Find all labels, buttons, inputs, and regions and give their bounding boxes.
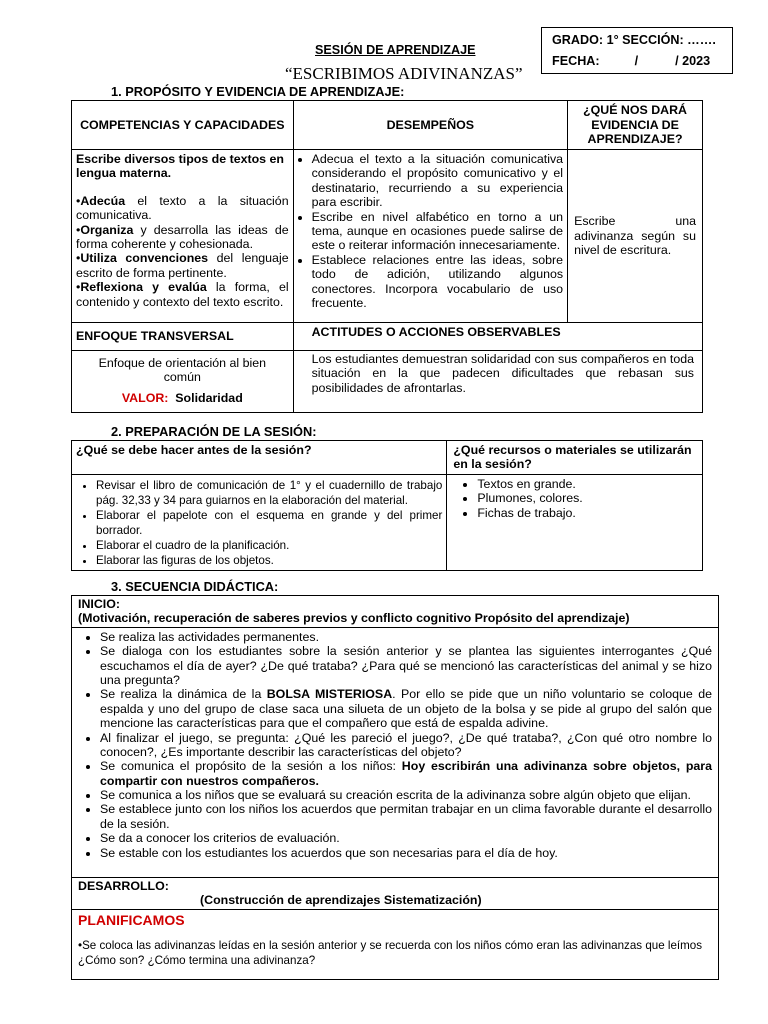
inicio-subtitle: (Motivación, recuperación de saberes previos y conflicto cognitivo Propósito del aprendizaje): [78, 611, 630, 626]
desempeno-item: • Adecua el texto a la situación comunicativa considerando el propósito comunicativo y el destinatario, recurriendo a su experiencia para escribir.: [312, 152, 563, 210]
desempeno-item: • Establece relaciones entre las ideas, sobre todo de adición, utilizando algunos conectores. Incorpora vocabulario de uso frecuente.: [312, 253, 563, 311]
enfoque-text: Enfoque de orientación al bien común: [98, 356, 266, 385]
inicio-item: • Al finalizar el juego, se pregunta: ¿Qué les pareció el juego?, ¿De qué trataba?, ¿Con qué otro nombre lo conocen?, ¿Es importante describir las características del objeto?: [100, 731, 712, 760]
valor-line: [90, 391, 275, 405]
capacidad-item: •Organiza y desarrolla las ideas de forma coherente y cohesionada.: [76, 222, 289, 251]
section2-title: 2. PREPARACIÓN DE LA SESIÓN:: [111, 424, 317, 439]
grade-date-box: [541, 27, 733, 74]
inicio-item: • Se dialoga con los estudiantes sobre la sesión anterior y se plantea las siguientes interrogantes ¿Qué escuchamos el día de ayer? ¿De qué trataba? ¿Para qué se mencionó las características del animal y se hizo una pregunta?: [100, 644, 712, 687]
competencias-cell: [72, 150, 294, 323]
antes-cell: [72, 474, 447, 570]
sequence-table: [71, 595, 719, 980]
inicio-item: • Se realiza la dinámica de la BOLSA MISTERIOSA. Por ello se pide que un niño voluntario se coloque de espalda y uno del grupo de clase saca una silueta de un objeto de la bolsa y se pide al grupo del salón que mencione las características para que el compañero que está de espalda adivine.: [100, 687, 712, 730]
desarrollo-header: [72, 877, 719, 909]
fecha-line: [552, 54, 722, 69]
inicio-label: INICIO:: [78, 597, 120, 611]
evidencia-header: ¿QUÉ NOS DARÁ EVIDENCIA DE APRENDIZAJE?: [568, 101, 703, 150]
session-label: SESIÓN DE APRENDIZAJE: [315, 43, 476, 57]
valor-text: Solidaridad: [175, 390, 243, 405]
session-title: “ESCRIBIMOS ADIVINANZAS”: [285, 64, 523, 83]
section1-title: 1. PROPÓSITO Y EVIDENCIA DE APRENDIZAJE:: [111, 84, 405, 99]
enfoque-header: ENFOQUE TRANSVERSAL: [72, 323, 294, 351]
desempenos-header: DESEMPEÑOS: [293, 101, 567, 150]
planificamos-text: •Se coloca las adivinanzas leídas en la sesión anterior y se recuerda con los niños cómo eran las adivinanzas que leímos ¿Cómo son? ¿Cómo termina una adivinanza?: [78, 938, 703, 967]
capacidad-item: •Utiliza convenciones del lenguaje escrito de forma pertinente.: [76, 251, 289, 280]
actitudes-header: ACTITUDES O ACCIONES OBSERVABLES: [293, 323, 702, 351]
grado-seccion-line: GRADO: 1° SECCIÓN: …….: [552, 33, 716, 47]
valor-label: VALOR:: [121, 390, 169, 405]
recursos-cell: [447, 474, 703, 570]
fecha-year: / 2023: [675, 53, 711, 68]
capacidad-item: •Adecúa el texto a la situación comunicativa.: [76, 193, 289, 223]
inicio-item: • Se comunica a los niños que se evaluará su creación escrita de la adivinanza sobre algún objeto que elijan.: [100, 788, 712, 802]
inicio-item: • Se realiza las actividades permanentes.: [100, 630, 712, 644]
inicio-item: • Se comunica el propósito de la sesión a los niños: Hoy escribirán una adivinanza sobre objetos, para compartir con nuestros compañeros.: [100, 759, 712, 788]
inicio-item: • Se da a conocer los criterios de evaluación.: [100, 831, 712, 845]
planificamos-heading: PLANIFICAMOS: [78, 911, 185, 928]
desarrollo-cell: [72, 909, 719, 979]
competencia-text: Escribe diversos tipos de textos en lengua materna.: [76, 152, 284, 181]
preparation-table: [71, 440, 703, 571]
recursos-header: ¿Qué recursos o materiales se utilizarán en la sesión?: [447, 441, 703, 475]
inicio-header: [72, 596, 719, 628]
evidencia-cell: Escribe una adivinanza según su nivel de escritura.: [568, 150, 703, 323]
antes-item: • Revisar el libro de comunicación de 1° y el cuadernillo de trabajo pág. 32,33 y 34 para guiarnos en la elaboración del material.: [96, 478, 442, 508]
fecha-label: FECHA:: [552, 53, 600, 68]
recurso-item: • Textos en grande.: [477, 477, 698, 491]
capacidad-item: •Reflexiona y evalúa la forma, el contenido y contexto del texto escrito.: [76, 280, 289, 309]
fecha-separator: /: [634, 53, 639, 68]
antes-item: • Elaborar el cuadro de la planificación.: [96, 538, 442, 553]
purpose-table: [71, 100, 703, 413]
antes-header: ¿Qué se debe hacer antes de la sesión?: [72, 441, 447, 475]
recurso-item: • Plumones, colores.: [477, 491, 698, 505]
recurso-item: • Fichas de trabajo.: [477, 506, 698, 520]
antes-item: • Elaborar el papelote con el esquema en grande y del primer borrador.: [96, 508, 442, 538]
desempeno-item: • Escribe en nivel alfabético en torno a un tema, aunque en ocasiones puede salirse de este o reiterar información innecesariamente.: [312, 210, 563, 253]
desempenos-cell: [293, 150, 567, 323]
section3-title: 3. SECUENCIA DIDÁCTICA:: [111, 579, 279, 594]
competencias-header: COMPETENCIAS Y CAPACIDADES: [72, 101, 294, 150]
actitudes-cell: Los estudiantes demuestran solidaridad con sus compañeros en toda situación en la que padecen dificultades que rebasan sus posibilidades de afrontarlas.: [293, 351, 702, 413]
desarrollo-label: DESARROLLO:: [78, 878, 169, 893]
desarrollo-subtitle: (Construcción de aprendizajes Sistematización): [200, 893, 482, 908]
enfoque-cell: [72, 351, 294, 413]
inicio-item: • Se establece junto con los niños los acuerdos que permitan trabajar en un clima favorable durante el desarrollo de la sesión.: [100, 802, 712, 831]
antes-item: • Elaborar las figuras de los objetos.: [96, 553, 442, 568]
inicio-item: • Se estable con los estudiantes los acuerdos que son necesarias para el día de hoy.: [100, 846, 712, 860]
inicio-cell: [72, 627, 719, 877]
